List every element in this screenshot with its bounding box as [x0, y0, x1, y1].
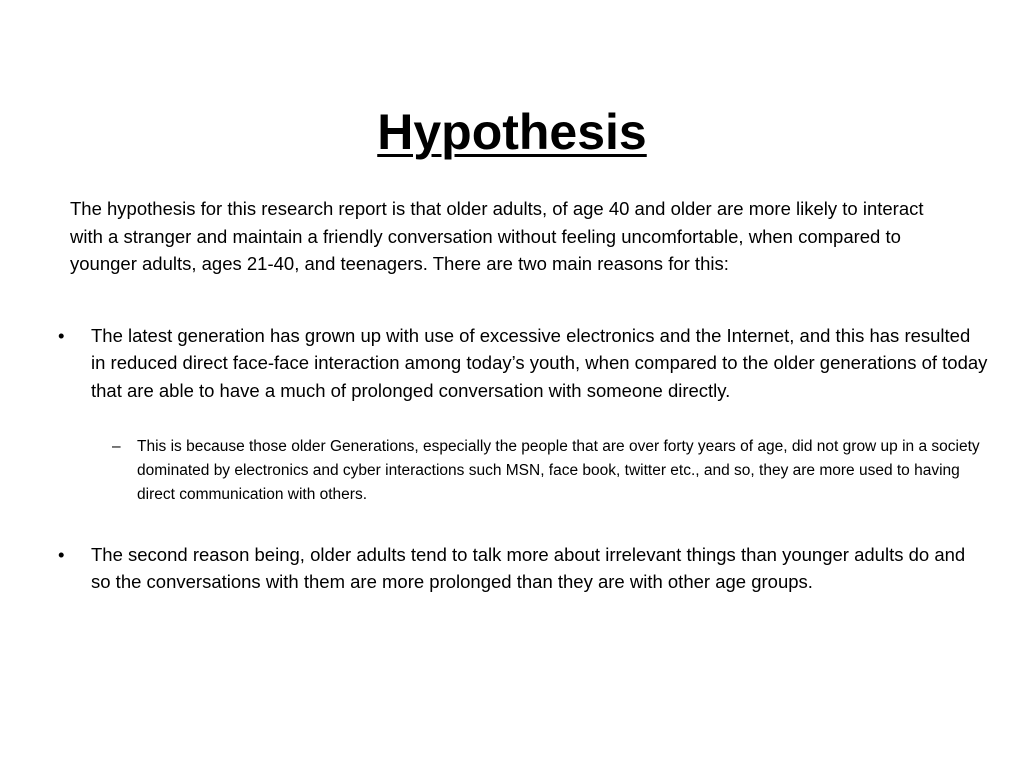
sub-bullet-marker: – — [112, 438, 121, 455]
sub-bullet-item — [112, 435, 982, 507]
bullet-text: The second reason being, older adults tend to talk more about irrelevant things than younger adults do and so the conversations with them are more prolonged than they are with other age groups. — [91, 544, 966, 593]
intro-paragraph: The hypothesis for this research report is that older adults, of age 40 and older are more likely to interact with a stranger and maintain a friendly conversation without feeling uncomfortable, when compared to younger adults, ages 21-40, and teenagers. There are two main reasons for this: — [70, 198, 924, 274]
bullet-marker: • — [58, 544, 65, 565]
bullet-item — [58, 541, 988, 596]
bullet-item — [58, 322, 988, 404]
slide-title: Hypothesis — [377, 104, 647, 160]
bullet-text: The latest generation has grown up with use of excessive electronics and the Internet, and this has resulted in reduced direct face-face interaction among today’s youth, when compared to the older generations of today that are able to have a much of prolonged conversation with someone directly. — [91, 325, 988, 401]
bullet-marker: • — [58, 325, 65, 346]
sub-bullet-text: This is because those older Generations, especially the people that are over forty years of age, did not grow up in a society dominated by electronics and cyber interactions such MSN, face book, twitter etc., and so, they are more used to having direct communication with others. — [137, 438, 980, 503]
